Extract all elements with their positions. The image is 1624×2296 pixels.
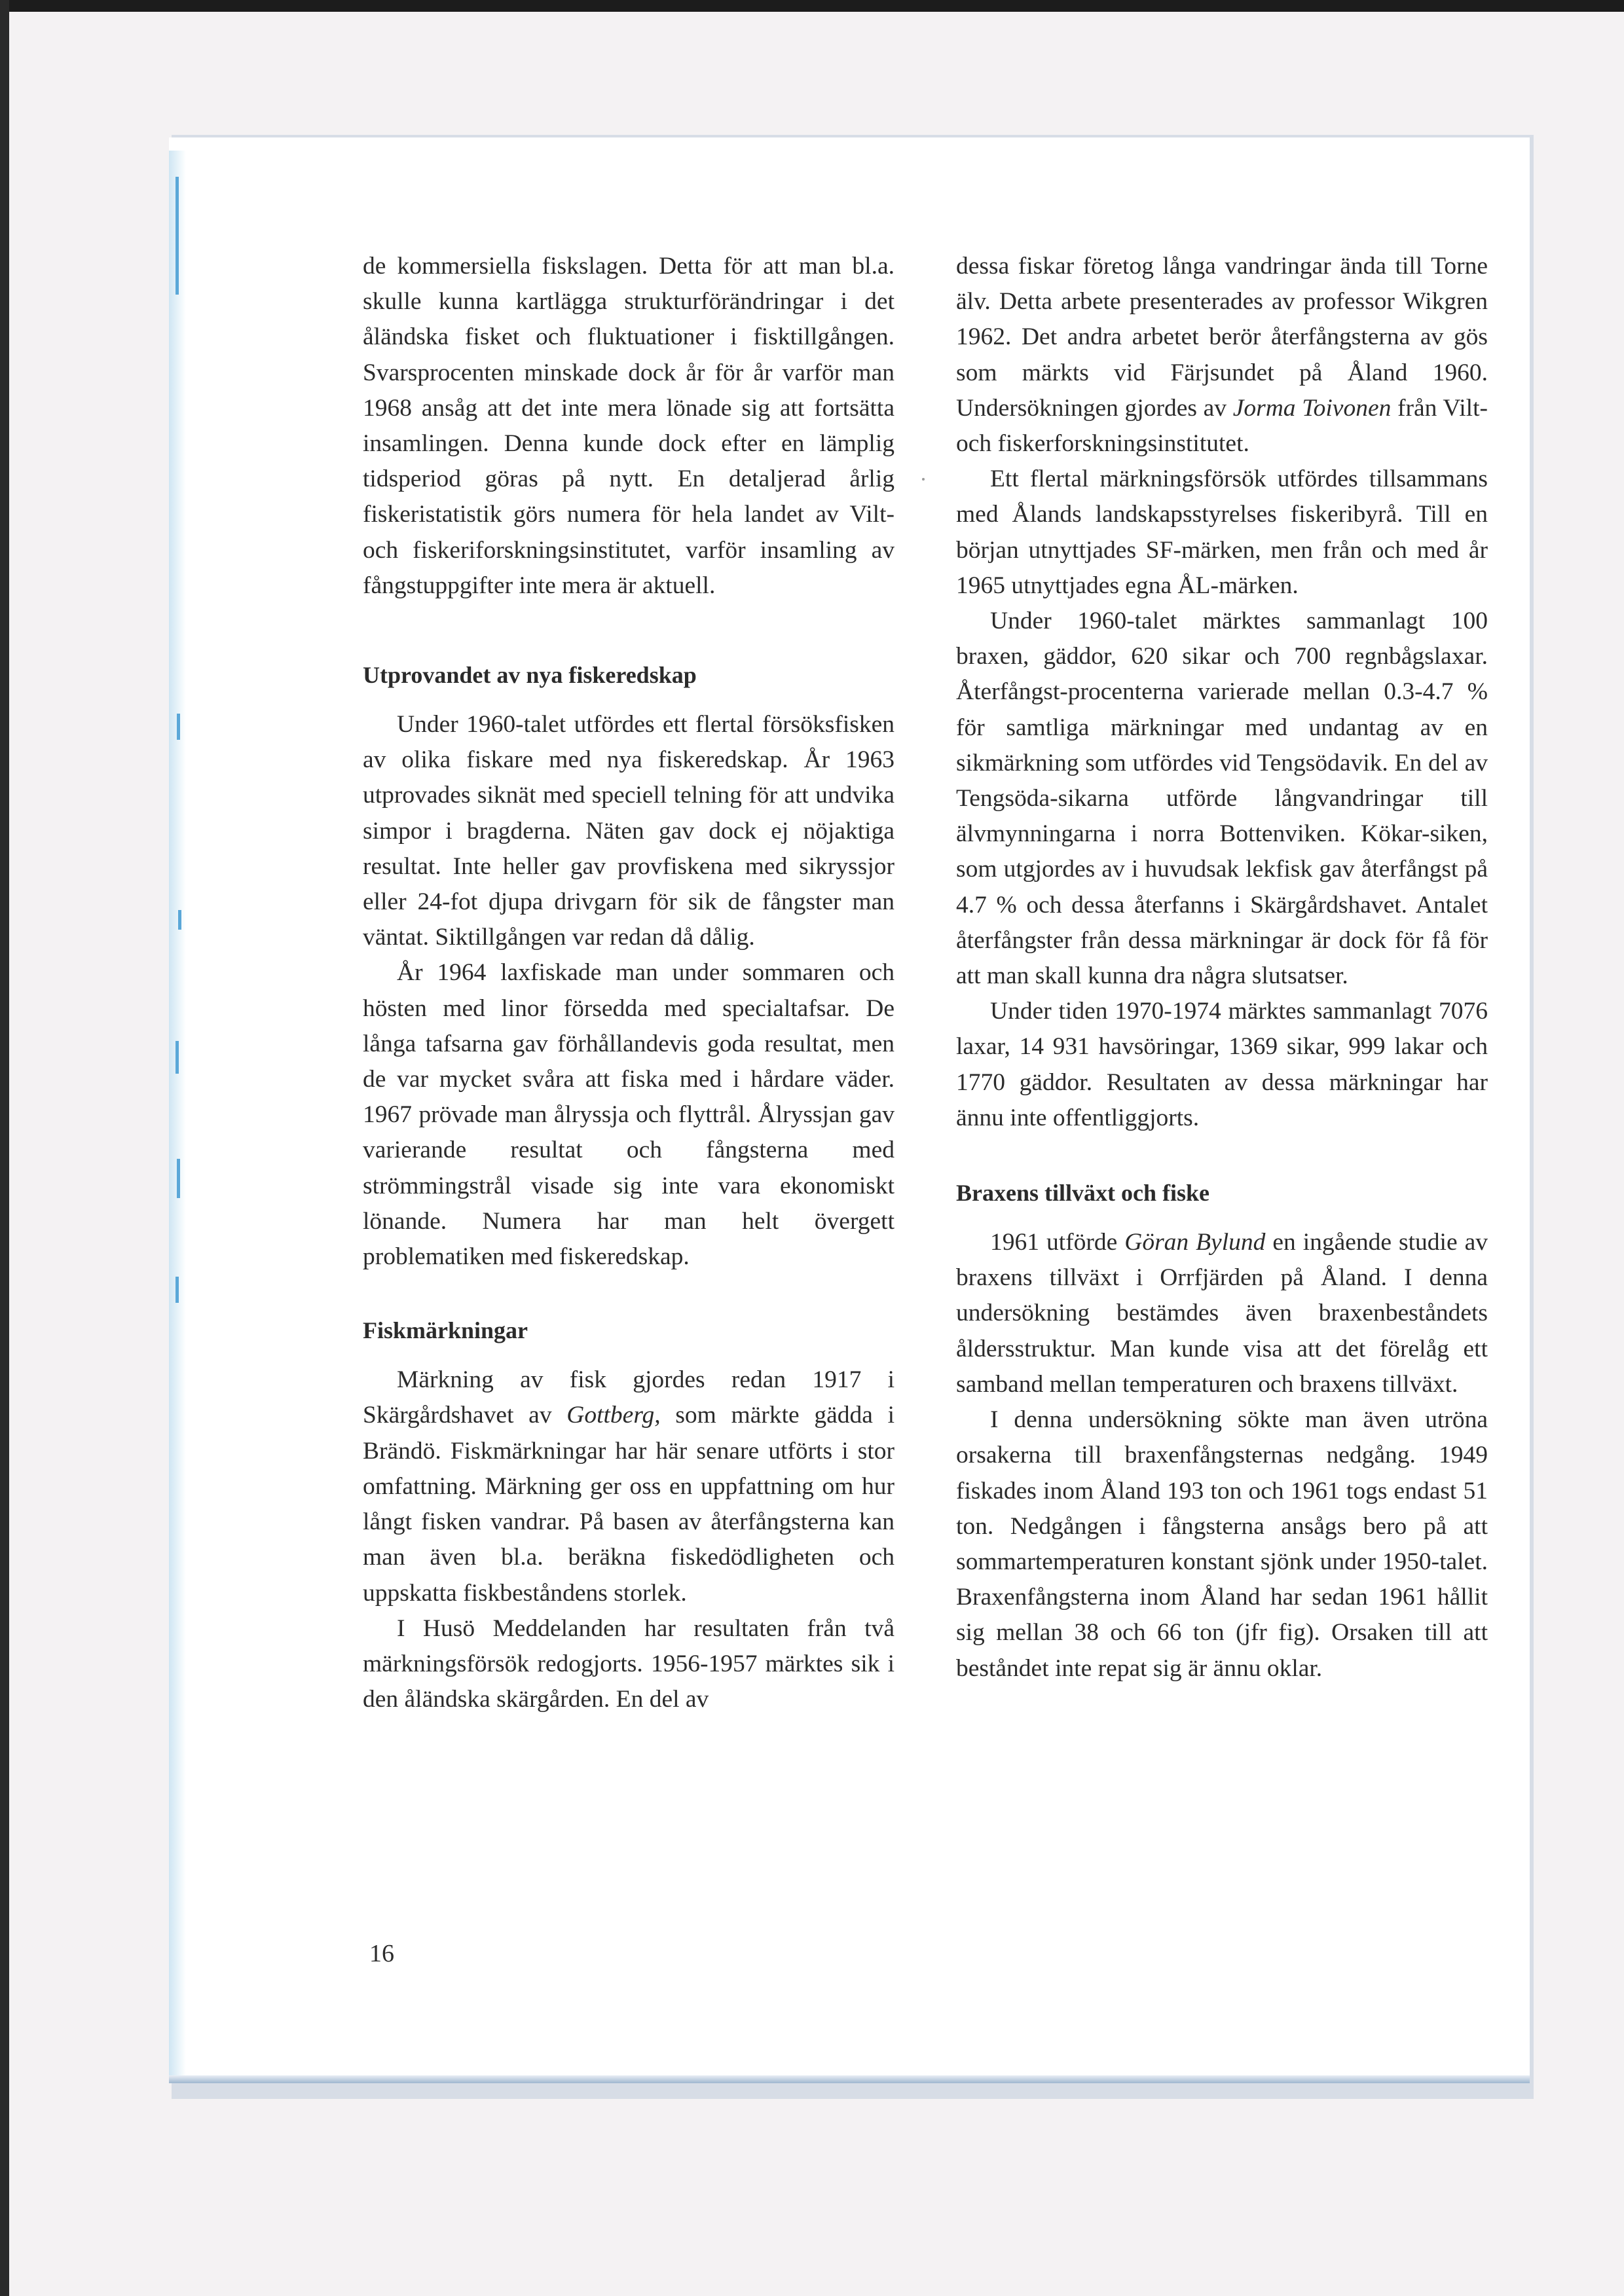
person-name: Jorma Toivonen — [1232, 394, 1392, 422]
paragraph — [956, 1225, 1488, 1402]
binding-mark — [177, 1159, 180, 1198]
page-bottom-edge — [169, 2075, 1530, 2083]
page-number: 16 — [369, 1940, 394, 1967]
paragraph: I Husö Meddelanden har resultaten från två märkningsförsök redogjorts. 1956-1957 märktes sik i den åländska skärgården. En del av — [363, 1614, 895, 1713]
paragraph: Under 1960-talet märktes sammanlagt 100 braxen, gäddor, 620 sikar och 700 regnbågslaxar. Återfångst-procenterna varierade mellan 0.3-4.7 % för samtliga märkningar med undantag av en sikmärkning som utfördes vid Tengsödavik. En del av Tengsöda-sikarna utförde långvandringar till älvmynningarna i norra Bottenviken. Kökar-siken, som utgjordes av i huvudsak lekfisk gav återfångst på 4.7 % och dessa återfanns i Skärgårdshavet. Antalet återfångster från dessa märkningar är dock för få för att man skall kunna dra några slutsatser. — [956, 608, 1488, 990]
binding-mark — [175, 1041, 179, 1074]
binding-mark — [175, 1277, 179, 1303]
paragraph-text: dessa fiskar företog långa vandringar ända till Torne älv. Detta arbete presenterades av professor Wikgren 1962. Det andra arbetet berör återfångsterna av gös som märkts vid Färjsundet på Åland 1960. Undersökningen gjordes av — [956, 253, 1488, 422]
person-name: Gottberg, — [566, 1402, 661, 1429]
binding-mark — [177, 714, 180, 740]
binding-mark — [175, 177, 179, 295]
person-name: Göran Bylund — [1124, 1229, 1266, 1256]
binding-mark — [178, 910, 181, 930]
paragraph-text: 1961 utförde — [990, 1229, 1125, 1256]
paragraph-text: från Vilt- och fiskerforskningsinstitutet. — [956, 394, 1488, 458]
paragraph-text: en ingående studie av braxens tillväxt i Orrfjärden på Åland. I denna undersökning bestämdes även braxenbeståndets åldersstruktur. Man kunde visa att det förelåg ett samband mellan temperaturen och braxens tillväxt. — [956, 1229, 1488, 1398]
paragraph: de kommersiella fiskslagen. Detta för att man bl.a. skulle kunna kartlägga strukturförändringar i det åländska fisket och fluktuationer i fisktillgången. Svarsprocenten minskade dock år för år varför man 1968 ansåg att det inte mera lönade sig att fortsätta insamlingen. Denna kunde dock efter en lämplig tidsperiod göras på nytt. En detaljerad årlig fiskeristatistik görs numera för hela landet av Vilt- och fiskeriforskningsinstitutet, varför insamling av fångstuppgifter inte mera är aktuell. — [363, 253, 895, 599]
paragraph: År 1964 laxfiskade man under sommaren och hösten med linor försedda med specialtafsar. De långa tafsarna gav förhållandevis goda resultat, men de var mycket svåra att fiska med i hårdare väder. 1967 prövade man ålryssja och flyttrål. Ålryssjan gav varierande resultat och fångsterna med strömmingstrål visade sig inte vara ekonomiskt lönande. Numera har man helt övergett problematiken med fiskeredskap. — [363, 959, 895, 1271]
paragraph: Under tiden 1970-1974 märktes sammanlagt 7076 laxar, 14 931 havsöringar, 1369 sikar, 999 lakar och 1770 gäddor. Resultaten av dessa märkningar har ännu inte offentliggjorts. — [956, 998, 1488, 1131]
section-heading: Utprovandet av nya fiskeredskap — [363, 662, 697, 689]
section-heading: Braxens tillväxt och fiske — [956, 1180, 1209, 1207]
paragraph — [363, 1362, 895, 1611]
section-heading: Fiskmärkningar — [363, 1317, 528, 1344]
paragraph: Ett flertal märkningsförsök utfördes tillsammans med Ålands landskapsstyrelses fiskeribyrå. Till en början utnyttjades SF-märken, men från och med år 1965 utnyttjades egna ÅL-märken. — [956, 465, 1488, 599]
page-binding-edge — [169, 151, 186, 2075]
speck — [922, 478, 925, 481]
scanner-top-edge — [0, 0, 1624, 12]
right-column — [956, 249, 1488, 1686]
paragraph: Under 1960-talet utfördes ett flertal försöksfisken av olika fiskare med nya fiskeredskap. År 1963 utprovades siknät med speciell telning för att undvika simpor i bragderna. Näten gav dock ej nöjaktiga resultat. Inte heller gav provfiskena med sikryssjor eller 24-fot djupa drivgarn för sik de fångster man väntat. Siktillgången var redan då dålig. — [363, 711, 895, 951]
paragraph-text: som märkte gädda i Brändö. Fiskmärkningar har här senare utförts i stor omfattning. Märkning ger oss en uppfattning om hur långt fisken vandrar. På basen av återfångsterna kan man även bl.a. beräkna fiskedödligheten och uppskatta fiskbeståndens storlek. — [363, 1402, 895, 1607]
paragraph-text: Märkning av fisk gjordes redan 1917 i Skärgårdshavet av — [363, 1366, 895, 1429]
scanner-left-edge — [0, 0, 9, 2296]
paragraph: I denna undersökning sökte man även utröna orsakerna till braxenfångsternas nedgång. 1949 fiskades inom Åland 193 ton och 1961 togs endast 51 ton. Nedgången i fångsterna ansågs bero på att sommartemperaturen konstant sjönk under 1950-talet. Braxenfångsterna inom Åland har sedan 1961 hållit sig mellan 38 och 66 ton (jfr fig). Orsaken till att beståndet inte repat sig är ännu oklar. — [956, 1406, 1488, 1682]
paragraph — [956, 249, 1488, 462]
left-column — [363, 249, 895, 1717]
